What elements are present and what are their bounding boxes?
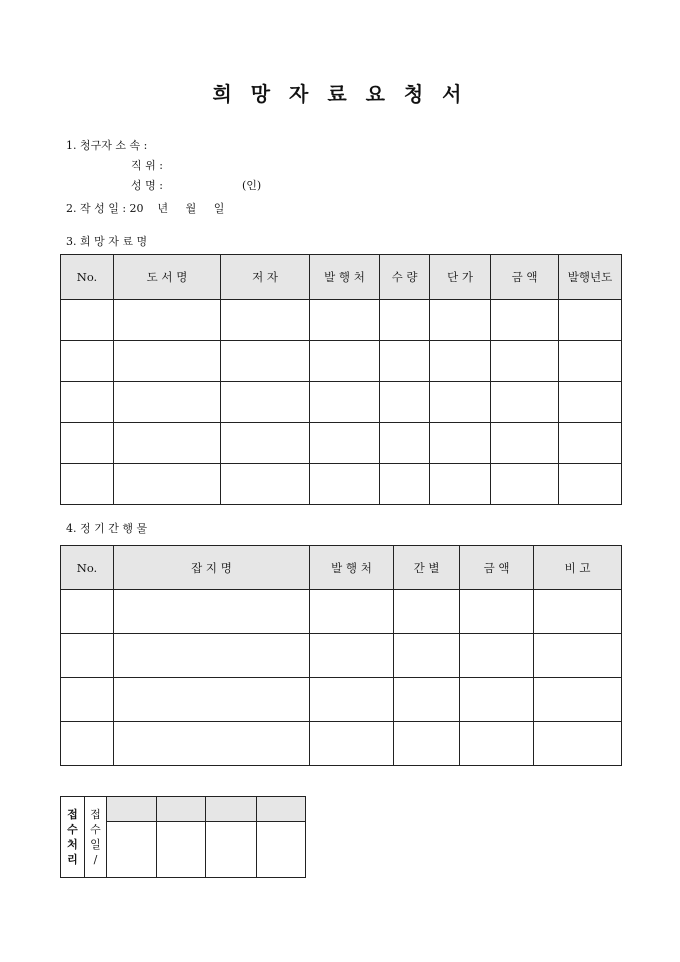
col-magazine-title: 잡 지 명 bbox=[114, 546, 310, 590]
cell-magazine-title[interactable] bbox=[114, 678, 310, 722]
cell-unit-price[interactable] bbox=[430, 423, 491, 464]
section3-title: 3. 희 망 자 료 명 bbox=[66, 235, 148, 248]
cell-quantity[interactable] bbox=[380, 423, 430, 464]
cell-publisher[interactable] bbox=[310, 722, 394, 766]
cell-amount[interactable] bbox=[460, 590, 534, 634]
col-frequency: 간 별 bbox=[394, 546, 460, 590]
requester-affiliation-label: 1. 청구자 소 속 : bbox=[66, 139, 148, 152]
cell-book-title[interactable] bbox=[114, 382, 221, 423]
periodicals-table bbox=[60, 545, 622, 766]
cell-unit-price[interactable] bbox=[430, 300, 491, 341]
cell-author[interactable] bbox=[221, 341, 310, 382]
requester-position-label: 직 위 : bbox=[131, 159, 163, 172]
cell-remarks[interactable] bbox=[534, 678, 622, 722]
cell-amount[interactable] bbox=[491, 423, 559, 464]
cell-book-title[interactable] bbox=[114, 464, 221, 505]
cell-publisher[interactable] bbox=[310, 423, 380, 464]
col-book-title: 도 서 명 bbox=[114, 255, 221, 300]
cell-unit-price[interactable] bbox=[430, 341, 491, 382]
receipt-header-cell[interactable] bbox=[206, 797, 257, 822]
requester-name-label: 성 명 : bbox=[131, 179, 163, 192]
cell-amount[interactable] bbox=[491, 341, 559, 382]
cell-no[interactable] bbox=[61, 634, 114, 678]
cell-amount[interactable] bbox=[460, 634, 534, 678]
receipt-date-label: 접 수 일 / bbox=[85, 797, 107, 878]
page-title: 희 망 자 료 요 청 서 bbox=[212, 82, 468, 106]
cell-publisher[interactable] bbox=[310, 382, 380, 423]
cell-pub-year[interactable] bbox=[559, 423, 622, 464]
col-unit-price: 단 가 bbox=[430, 255, 491, 300]
cell-amount[interactable] bbox=[491, 300, 559, 341]
cell-pub-year[interactable] bbox=[559, 382, 622, 423]
cell-unit-price[interactable] bbox=[430, 382, 491, 423]
table-row bbox=[61, 678, 622, 722]
cell-no[interactable] bbox=[61, 464, 114, 505]
col-amount: 금 액 bbox=[491, 255, 559, 300]
cell-magazine-title[interactable] bbox=[114, 590, 310, 634]
cell-amount[interactable] bbox=[491, 464, 559, 505]
cell-unit-price[interactable] bbox=[430, 464, 491, 505]
col-quantity: 수 량 bbox=[380, 255, 430, 300]
table-row bbox=[61, 423, 622, 464]
cell-no[interactable] bbox=[61, 722, 114, 766]
cell-publisher[interactable] bbox=[310, 341, 380, 382]
cell-remarks[interactable] bbox=[534, 590, 622, 634]
cell-book-title[interactable] bbox=[114, 341, 221, 382]
cell-remarks[interactable] bbox=[534, 634, 622, 678]
cell-frequency[interactable] bbox=[394, 722, 460, 766]
cell-no[interactable] bbox=[61, 382, 114, 423]
receipt-cell[interactable] bbox=[257, 822, 306, 878]
table-row bbox=[61, 300, 622, 341]
receipt-cell[interactable] bbox=[157, 822, 206, 878]
col-author: 저 자 bbox=[221, 255, 310, 300]
cell-pub-year[interactable] bbox=[559, 341, 622, 382]
col-amount: 금 액 bbox=[460, 546, 534, 590]
cell-frequency[interactable] bbox=[394, 590, 460, 634]
receipt-header-cell[interactable] bbox=[257, 797, 306, 822]
table-row bbox=[61, 464, 622, 505]
cell-no[interactable] bbox=[61, 590, 114, 634]
cell-publisher[interactable] bbox=[310, 590, 394, 634]
cell-amount[interactable] bbox=[460, 678, 534, 722]
cell-remarks[interactable] bbox=[534, 722, 622, 766]
col-no: No. bbox=[61, 255, 114, 300]
cell-quantity[interactable] bbox=[380, 300, 430, 341]
cell-magazine-title[interactable] bbox=[114, 722, 310, 766]
col-publisher: 발 행 처 bbox=[310, 546, 394, 590]
table-row bbox=[61, 382, 622, 423]
receipt-header-cell[interactable] bbox=[157, 797, 206, 822]
cell-author[interactable] bbox=[221, 464, 310, 505]
cell-publisher[interactable] bbox=[310, 678, 394, 722]
table-row bbox=[61, 590, 622, 634]
receipt-cell[interactable] bbox=[206, 822, 257, 878]
cell-quantity[interactable] bbox=[380, 341, 430, 382]
cell-no[interactable] bbox=[61, 678, 114, 722]
cell-pub-year[interactable] bbox=[559, 464, 622, 505]
section4-title: 4. 정 기 간 행 물 bbox=[66, 522, 148, 535]
cell-book-title[interactable] bbox=[114, 300, 221, 341]
seal-label: (인) bbox=[242, 179, 262, 192]
cell-author[interactable] bbox=[221, 423, 310, 464]
cell-publisher[interactable] bbox=[310, 300, 380, 341]
table-row bbox=[61, 634, 622, 678]
cell-amount[interactable] bbox=[460, 722, 534, 766]
cell-publisher[interactable] bbox=[310, 464, 380, 505]
receipt-processing-table bbox=[60, 796, 306, 878]
col-pub-year: 발행년도 bbox=[559, 255, 622, 300]
cell-no[interactable] bbox=[61, 300, 114, 341]
wanted-books-table bbox=[60, 254, 622, 505]
col-publisher: 발 행 처 bbox=[310, 255, 380, 300]
cell-frequency[interactable] bbox=[394, 634, 460, 678]
receipt-cell[interactable] bbox=[107, 822, 157, 878]
receipt-header-cell[interactable] bbox=[107, 797, 157, 822]
table-row bbox=[61, 722, 622, 766]
table-row bbox=[61, 341, 622, 382]
col-remarks: 비 고 bbox=[534, 546, 622, 590]
cell-book-title[interactable] bbox=[114, 423, 221, 464]
cell-publisher[interactable] bbox=[310, 634, 394, 678]
cell-quantity[interactable] bbox=[380, 382, 430, 423]
col-no: No. bbox=[61, 546, 114, 590]
cell-no[interactable] bbox=[61, 341, 114, 382]
cell-quantity[interactable] bbox=[380, 464, 430, 505]
receipt-processing-label: 접 수 처 리 bbox=[61, 797, 85, 878]
cell-magazine-title[interactable] bbox=[114, 634, 310, 678]
cell-author[interactable] bbox=[221, 382, 310, 423]
cell-amount[interactable] bbox=[491, 382, 559, 423]
cell-pub-year[interactable] bbox=[559, 300, 622, 341]
cell-author[interactable] bbox=[221, 300, 310, 341]
date-label: 2. 작 성 일 : 20 년 월 일 bbox=[66, 202, 225, 215]
cell-no[interactable] bbox=[61, 423, 114, 464]
cell-frequency[interactable] bbox=[394, 678, 460, 722]
